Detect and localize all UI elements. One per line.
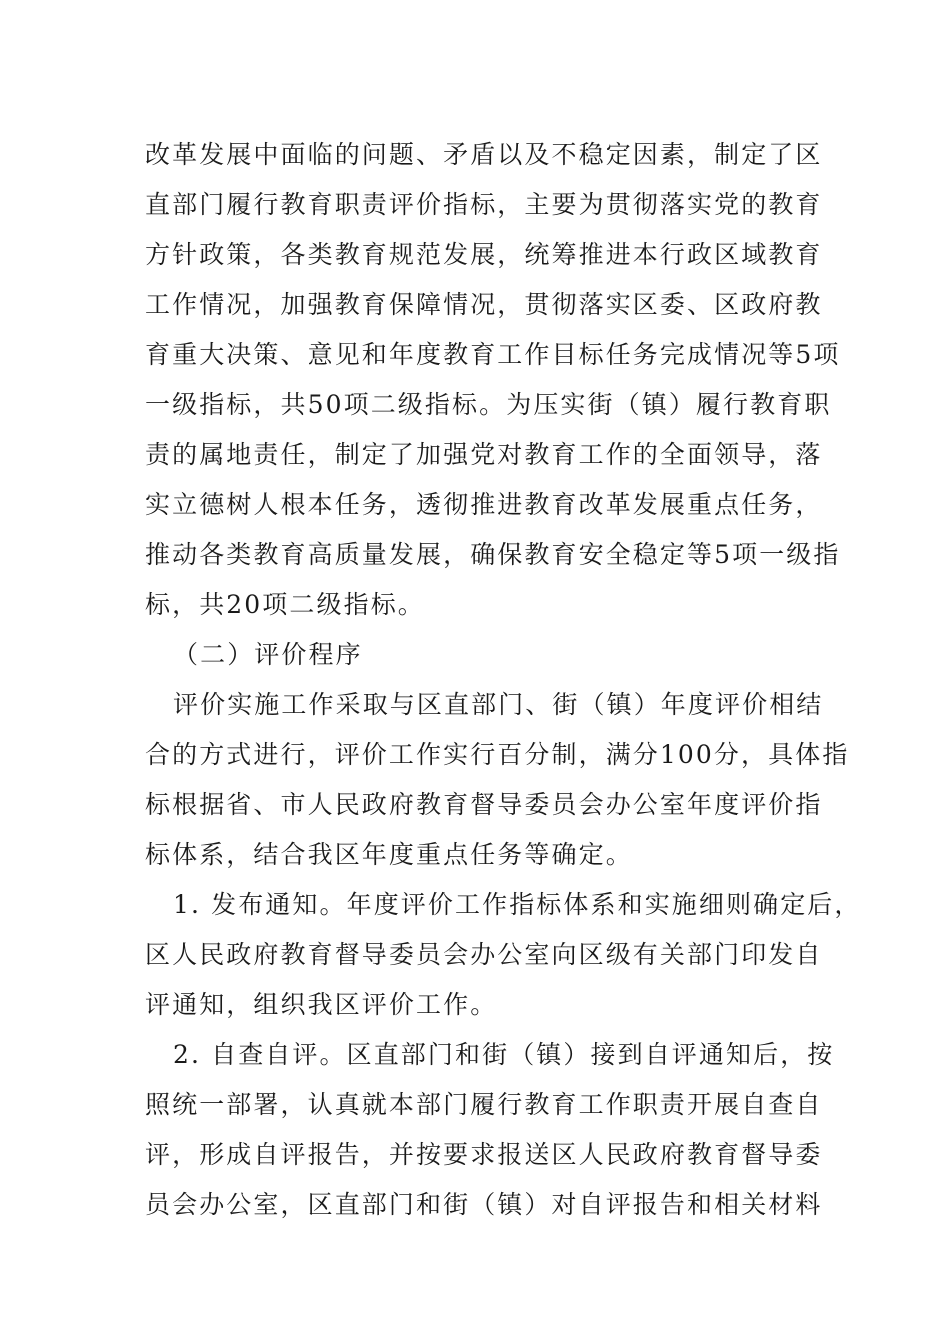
- text-line: 合的方式进行，评价工作实行百分制，满分100分，具体指: [145, 740, 850, 769]
- section-heading: （二）评价程序: [173, 640, 363, 669]
- body-text: [145, 130, 862, 1230]
- list-item-2: 2. 自查自评。区直部门和街（镇）接到自评通知后，按: [173, 1040, 835, 1069]
- text-line: 标，共20项二级指标。: [145, 590, 425, 619]
- text-line: 评价实施工作采取与区直部门、街（镇）年度评价相结: [173, 690, 824, 719]
- text-line: 工作情况，加强教育保障情况，贯彻落实区委、区政府教: [145, 290, 823, 319]
- text-line: 改革发展中面临的问题、矛盾以及不稳定因素，制定了区: [145, 140, 823, 169]
- text-line: 照统一部署，认真就本部门履行教育工作职责开展自查自: [145, 1090, 823, 1119]
- list-item-1: 1. 发布通知。年度评价工作指标体系和实施细则确定后，: [173, 890, 862, 919]
- text-line: 标体系，结合我区年度重点任务等确定。: [145, 840, 633, 869]
- text-line: 评通知，组织我区评价工作。: [145, 990, 498, 1019]
- text-line: 员会办公室，区直部门和街（镇）对自评报告和相关材料: [145, 1190, 823, 1219]
- text-line: 标根据省、市人民政府教育督导委员会办公室年度评价指: [145, 790, 823, 819]
- text-line: 评，形成自评报告，并按要求报送区人民政府教育督导委: [145, 1140, 823, 1169]
- text-line: 实立德树人根本任务，透彻推进教育改革发展重点任务，: [145, 490, 823, 519]
- text-line: 直部门履行教育职责评价指标，主要为贯彻落实党的教育: [145, 190, 823, 219]
- text-line: 一级指标，共50项二级指标。为压实街（镇）履行教育职: [145, 390, 832, 419]
- text-line: 方针政策，各类教育规范发展，统筹推进本行政区域教育: [145, 240, 823, 269]
- text-line: 区人民政府教育督导委员会办公室向区级有关部门印发自: [145, 940, 823, 969]
- text-line: 责的属地责任，制定了加强党对教育工作的全面领导，落: [145, 440, 823, 469]
- text-line: 育重大决策、意见和年度教育工作目标任务完成情况等5项: [145, 340, 841, 369]
- text-line: 推动各类教育高质量发展，确保教育安全稳定等5项一级指: [145, 540, 841, 569]
